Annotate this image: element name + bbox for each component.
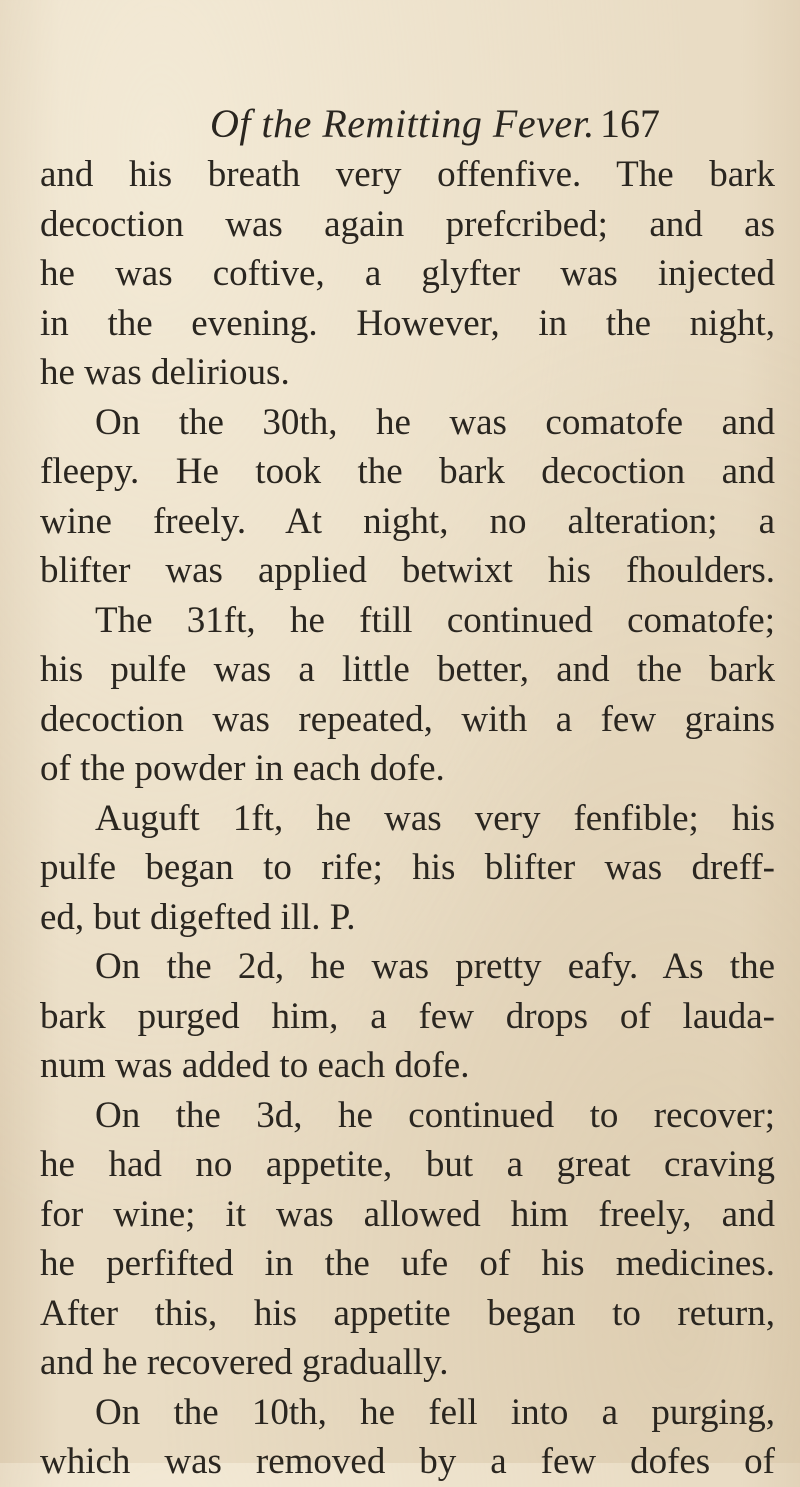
text-line: his pulfe was a little better, and the bark xyxy=(40,649,775,690)
text-line: he perfifted in the ufe of his medicines. xyxy=(40,1243,775,1284)
text-line: On the 2d, he was pretty eafy. As the xyxy=(95,946,775,987)
text-line: for wine; it was allowed him freely, and xyxy=(40,1193,775,1235)
running-head xyxy=(210,98,660,158)
text-line: The 31ft, he ftill continued comatofe; xyxy=(95,599,775,641)
running-title: Of the Remitting Fever. xyxy=(210,101,595,146)
text-line: After this, his appetite began to return, xyxy=(40,1292,775,1334)
body-text xyxy=(40,150,775,1487)
text-line: fleepy. He took the bark decoction and xyxy=(40,451,775,492)
text-line: and he recovered gradually. xyxy=(40,1342,449,1383)
text-line: Auguft 1ft, he was very fenfible; his xyxy=(95,797,775,839)
text-line: bark purged him, a few drops of lauda- xyxy=(40,995,775,1037)
text-line: num was added to each dofe. xyxy=(40,1045,470,1086)
text-line: he was delirious. xyxy=(40,352,290,393)
text-line: which was removed by a few dofes of xyxy=(40,1441,775,1482)
text-line: decoction was repeated, with a few grains xyxy=(40,698,775,740)
text-line: blifter was applied betwixt his fhoulders. xyxy=(40,550,775,591)
text-line: On the 10th, he fell into a purging, xyxy=(95,1391,775,1433)
text-line: pulfe began to rife; his blifter was dreff- xyxy=(40,847,775,888)
text-line: of the powder in each dofe. xyxy=(40,748,445,789)
text-line: On the 30th, he was comatofe and xyxy=(95,401,775,443)
text-line: ed, but digefted ill. P. xyxy=(40,896,356,938)
text-line: decoction was again prefcribed; and as xyxy=(40,203,775,245)
page-number: 167 xyxy=(600,101,660,146)
text-line: he was coftive, a glyfter was injected xyxy=(40,253,775,294)
text-line: and his breath very offenfive. The bark xyxy=(40,154,775,195)
text-line: he had no appetite, but a great craving xyxy=(40,1144,775,1185)
text-line: in the evening. However, in the night, xyxy=(40,302,775,344)
text-line: On the 3d, he continued to recover; xyxy=(95,1094,775,1136)
text-line: wine freely. At night, no alteration; a xyxy=(40,500,775,542)
